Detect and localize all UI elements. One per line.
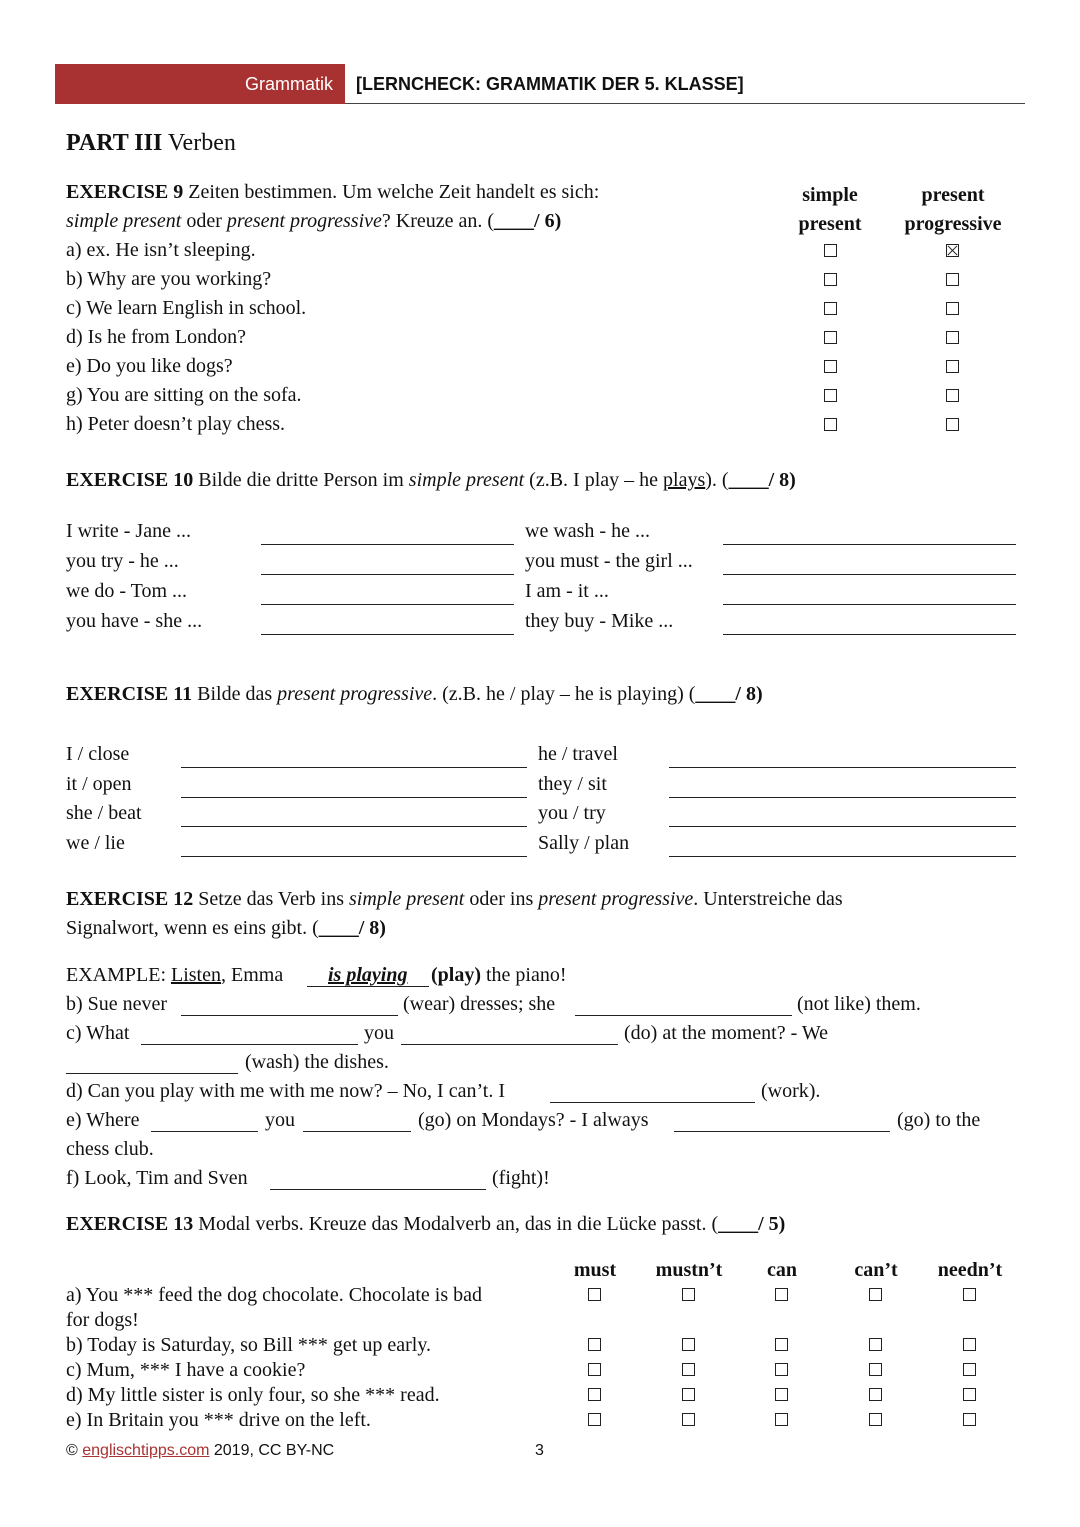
ex13-checkbox[interactable]	[588, 1338, 601, 1351]
ex11-blank-right[interactable]	[669, 767, 1016, 768]
ex9-checkbox-simple[interactable]	[824, 418, 837, 431]
ex13-col-header: can	[767, 1259, 797, 1281]
ex13-checkbox[interactable]	[963, 1388, 976, 1401]
ex12-example: EXAMPLE: Listen, Emma	[66, 964, 284, 986]
ex10-prompt-left: you try - he ...	[66, 550, 179, 572]
ex12-example-answer: is playing	[328, 964, 408, 986]
ex12-c-blank2[interactable]	[401, 1044, 618, 1045]
footer-link[interactable]: englischtipps.com	[82, 1442, 210, 1459]
ex13-checkbox[interactable]	[682, 1338, 695, 1351]
ex13-checkbox[interactable]	[775, 1288, 788, 1301]
ex12-f-text1: f) Look, Tim and Sven	[66, 1167, 248, 1189]
ex9-checkbox-simple[interactable]	[824, 273, 837, 286]
header-title: [LERNCHECK: GRAMMATIK DER 5. KLASSE]	[356, 74, 744, 94]
ex9-checkbox-progressive[interactable]	[946, 389, 959, 402]
ex12-b-blank1[interactable]	[181, 1015, 398, 1016]
ex12-heading-2: Signalwort, wenn es eins gibt. (____/ 8)	[66, 917, 386, 939]
ex12-b-text1: b) Sue never	[66, 993, 168, 1015]
ex9-item: g) You are sitting on the sofa.	[66, 384, 302, 406]
ex9-col-simple: simple present	[798, 184, 862, 235]
ex13-checkbox[interactable]	[869, 1388, 882, 1401]
ex11-blank-left[interactable]	[181, 797, 527, 798]
ex13-checkbox[interactable]	[775, 1338, 788, 1351]
ex10-blank-right[interactable]	[723, 574, 1016, 575]
ex12-c-text4: (wash) the dishes.	[245, 1051, 389, 1073]
ex11-blank-right[interactable]	[669, 856, 1016, 857]
ex12-e-blank2[interactable]	[303, 1131, 411, 1132]
ex13-checkbox[interactable]	[775, 1413, 788, 1426]
ex9-checkbox-progressive[interactable]	[946, 244, 959, 257]
ex12-c-blank1[interactable]	[141, 1044, 358, 1045]
ex13-item: e) In Britain you *** drive on the left.	[66, 1409, 371, 1431]
ex12-c-text2: you	[364, 1022, 394, 1044]
ex9-checkbox-simple[interactable]	[824, 389, 837, 402]
ex12-c-text3: (do) at the moment? - We	[624, 1022, 829, 1044]
ex13-col-header: needn’t	[937, 1259, 1003, 1281]
ex11-blank-left[interactable]	[181, 856, 527, 857]
ex10-prompt-right: we wash - he ...	[525, 520, 650, 542]
ex13-col-header: must	[573, 1259, 617, 1281]
ex12-example-end: (play) the piano!	[431, 964, 567, 986]
ex9-checkbox-simple[interactable]	[824, 244, 837, 257]
ex12-f-blank[interactable]	[270, 1189, 486, 1190]
ex13-checkbox[interactable]	[588, 1363, 601, 1376]
ex11-blank-left[interactable]	[181, 767, 527, 768]
ex11-prompt-left: she / beat	[66, 802, 142, 824]
ex12-e-text4: (go) to the	[897, 1109, 981, 1131]
ex13-checkbox[interactable]	[588, 1288, 601, 1301]
ex10-blank-left[interactable]	[261, 544, 514, 545]
ex9-item: b) Why are you working?	[66, 268, 272, 290]
ex13-checkbox[interactable]	[682, 1363, 695, 1376]
ex10-prompt-left: I write - Jane ...	[66, 520, 191, 542]
ex13-checkbox[interactable]	[588, 1413, 601, 1426]
ex12-c-blank3[interactable]	[66, 1073, 238, 1074]
ex9-item: h) Peter doesn’t play chess.	[66, 413, 286, 435]
ex13-checkbox[interactable]	[682, 1288, 695, 1301]
ex12-d-text2: (work).	[761, 1080, 821, 1102]
ex13-checkbox[interactable]	[963, 1338, 976, 1351]
ex9-checkbox-progressive[interactable]	[946, 360, 959, 373]
ex13-item: for dogs!	[66, 1309, 139, 1331]
header-section: Grammatik	[245, 74, 334, 94]
ex9-heading: EXERCISE 9 Zeiten bestimmen. Um welche Zeit handelt es sich:	[66, 181, 600, 203]
ex13-item: c) Mum, *** I have a cookie?	[66, 1359, 306, 1381]
ex10-prompt-left: you have - she ...	[66, 610, 203, 632]
ex10-blank-left[interactable]	[261, 634, 514, 635]
ex9-checkbox-simple[interactable]	[824, 302, 837, 315]
ex11-heading: EXERCISE 11 Bilde das present progressive. (z.B. he / play – he is playing) (____/ 8)	[66, 683, 763, 705]
ex12-e-text1: e) Where	[66, 1109, 140, 1131]
ex13-item: b) Today is Saturday, so Bill *** get up early.	[66, 1334, 432, 1356]
ex10-heading: EXERCISE 10 Bilde die dritte Person im simple present (z.B. I play – he plays). (____/ 8)	[66, 469, 796, 491]
ex13-checkbox[interactable]	[588, 1388, 601, 1401]
ex13-checkbox[interactable]	[869, 1288, 882, 1301]
ex11-blank-right[interactable]	[669, 826, 1016, 827]
ex12-d-text1: d) Can you play with me with me now? – No, I can’t. I	[66, 1080, 505, 1102]
ex13-checkbox[interactable]	[682, 1388, 695, 1401]
ex12-e-text3: (go) on Mondays? - I always	[418, 1109, 649, 1131]
ex13-col-header: mustn’t	[655, 1259, 723, 1281]
ex13-heading: EXERCISE 13 Modal verbs. Kreuze das Modalverb an, das in die Lücke passt. (____/ 5)	[66, 1213, 786, 1235]
ex10-prompt-right: they buy - Mike ...	[525, 610, 674, 632]
ex9-item: a) ex. He isn’t sleeping.	[66, 239, 256, 261]
footer-copyright: © englischtipps.com 2019, CC BY-NC	[66, 1442, 335, 1459]
ex9-checkbox-progressive[interactable]	[946, 418, 959, 431]
ex11-prompt-left: I / close	[66, 743, 130, 765]
ex10-prompt-left: we do - Tom ...	[66, 580, 187, 602]
ex13-checkbox[interactable]	[869, 1338, 882, 1351]
ex9-checkbox-simple[interactable]	[824, 331, 837, 344]
ex12-heading: EXERCISE 12 Setze das Verb ins simple present oder ins present progressive. Unterstreiche das	[66, 888, 843, 910]
ex13-col-header: can’t	[854, 1259, 898, 1281]
ex12-b-text3: (not like) them.	[797, 993, 921, 1015]
ex9-heading-2: simple present oder present progressive? Kreuze an. (____/ 6)	[66, 210, 562, 232]
ex12-e-blank1[interactable]	[151, 1131, 258, 1132]
ex13-checkbox[interactable]	[775, 1388, 788, 1401]
ex12-b-blank2[interactable]	[575, 1015, 792, 1016]
ex11-prompt-left: it / open	[66, 772, 132, 795]
ex9-item: d) Is he from London?	[66, 326, 246, 348]
ex12-b-text2: (wear) dresses; she	[403, 993, 556, 1015]
ex10-blank-right[interactable]	[723, 634, 1016, 635]
ex11-blank-left[interactable]	[181, 826, 527, 827]
ex11-prompt-right: they / sit	[538, 772, 607, 795]
ex11-prompt-right: you / try	[538, 802, 606, 824]
page-number: 3	[535, 1442, 544, 1459]
ex10-blank-right[interactable]	[723, 604, 1016, 605]
ex9-checkbox-progressive[interactable]	[946, 273, 959, 286]
ex13-checkbox[interactable]	[963, 1363, 976, 1376]
ex13-checkbox[interactable]	[775, 1363, 788, 1376]
ex9-checkbox-progressive[interactable]	[946, 331, 959, 344]
ex9-item: e) Do you like dogs?	[66, 355, 233, 377]
ex13-item: a) You *** feed the dog chocolate. Chocolate is bad	[66, 1284, 483, 1306]
ex13-checkbox[interactable]	[682, 1413, 695, 1426]
ex12-e-text5: chess club.	[66, 1138, 154, 1160]
ex10-prompt-right: you must - the girl ...	[525, 550, 693, 572]
ex9-checkbox-simple[interactable]	[824, 360, 837, 373]
ex12-d-blank[interactable]	[550, 1102, 755, 1103]
ex10-blank-left[interactable]	[261, 574, 514, 575]
ex13-checkbox[interactable]	[963, 1413, 976, 1426]
ex9-checkbox-progressive[interactable]	[946, 302, 959, 315]
ex13-checkbox[interactable]	[869, 1413, 882, 1426]
ex12-c-text1: c) What	[66, 1022, 130, 1044]
ex9-item: c) We learn English in school.	[66, 297, 307, 319]
ex10-blank-right[interactable]	[723, 544, 1016, 545]
header-rule	[345, 103, 1025, 104]
ex10-prompt-right: I am - it ...	[525, 580, 609, 602]
ex11-blank-right[interactable]	[669, 797, 1016, 798]
ex10-blank-left[interactable]	[261, 604, 514, 605]
ex13-checkbox[interactable]	[963, 1288, 976, 1301]
ex11-prompt-left: we / lie	[66, 831, 125, 854]
ex13-item: d) My little sister is only four, so she *** read.	[66, 1384, 440, 1406]
ex11-prompt-right: he / travel	[538, 743, 618, 765]
ex13-checkbox[interactable]	[869, 1363, 882, 1376]
ex11-prompt-right: Sally / plan	[538, 831, 630, 854]
part-title: PART III Verben	[66, 130, 236, 156]
ex12-f-text2: (fight)!	[492, 1167, 550, 1189]
ex12-e-text2: you	[265, 1109, 295, 1131]
ex12-e-blank3[interactable]	[674, 1131, 890, 1132]
ex9-col-progressive: present progressive	[904, 184, 1002, 235]
